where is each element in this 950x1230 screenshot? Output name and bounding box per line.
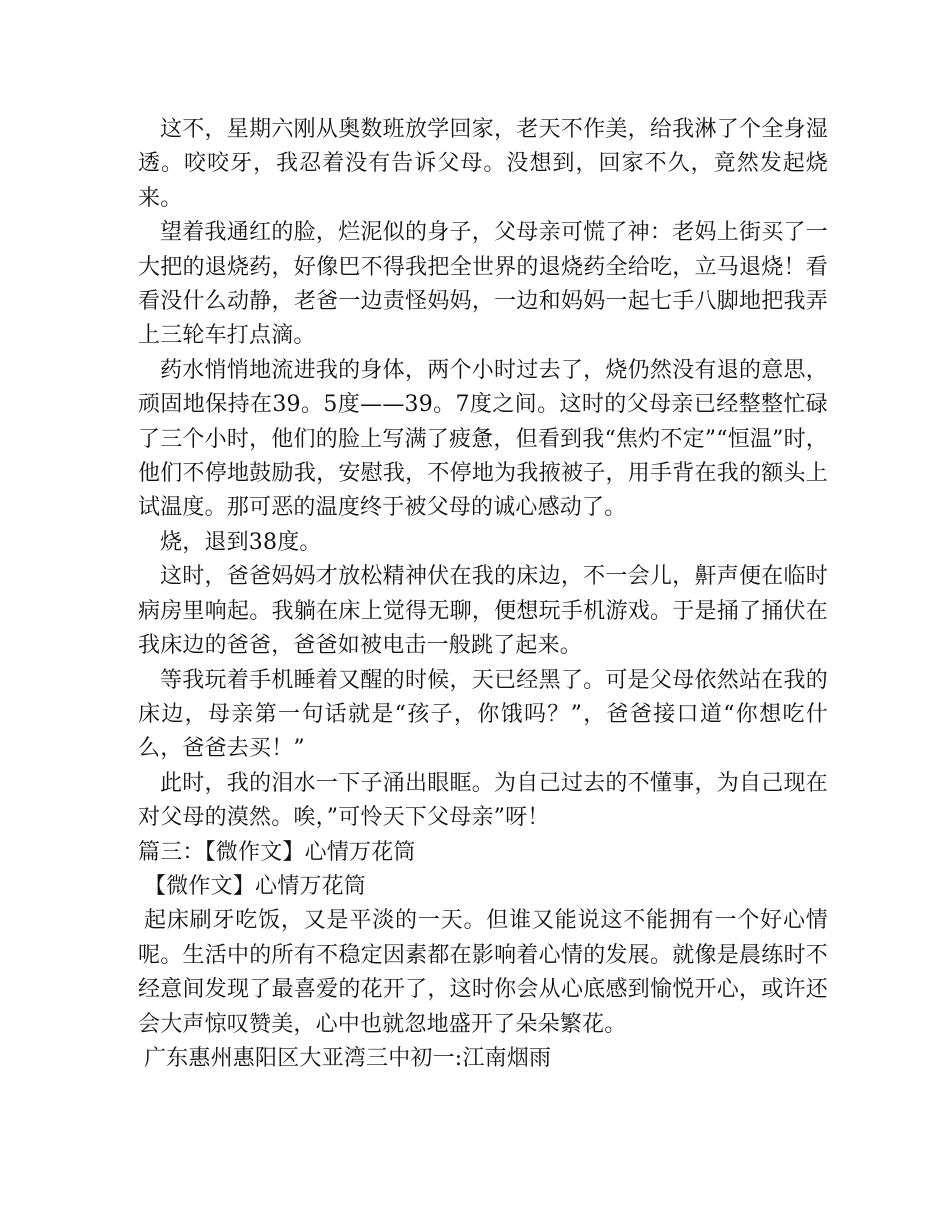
- author-line: 广东惠州惠阳区大亚湾三中初一:江南烟雨: [144, 1045, 552, 1071]
- paragraph-night-care: 等我玩着手机睡着又醒的时候，天已经黑了。可是父母依然站在我的床边，母亲第一句话就是“孩子，你饿吗？”，爸爸接口道“你想吃什么，爸爸去买！”: [138, 667, 828, 762]
- paragraph-parents-panic: 望着我通红的脸，烂泥似的身子，父母亲可慌了神：老妈上街买了一大把的退烧药，好像巴不得我把全世界的退烧药全给吃，立马退烧！看看没什么动静，老爸一边责怪妈妈，一边和妈妈一起七手八脚地把我弄上三轮车打点滴。: [138, 220, 828, 349]
- paragraph-mood-kaleidoscope: 起床刷牙吃饭，又是平淡的一天。但谁又能说这不能拥有一个好心情呢。生活中的所有不稳定因素都在影响着心情的发展。就像是晨练时不经意间发现了最喜爱的花开了，这时你会从心底感到愉悦开心，或许还会大声惊叹赞美，心中也就忽地盛开了朵朵繁花。: [138, 908, 828, 1037]
- paragraph-fever-onset: 这不，星期六刚从奥数班放学回家，老天不作美，给我淋了个全身湿透。咬咬牙，我忍着没有告诉父母。没想到，回家不久，竟然发起烧来。: [138, 117, 828, 211]
- paragraph-tears: 此时，我的泪水一下子涌出眼眶。为自己过去的不懂事，为自己现在对父母的漠然。唉，”可怜天下父母亲”呀！: [138, 770, 828, 831]
- document-body: [138, 113, 828, 1076]
- section-heading: 篇三：【微作文】心情万花筒: [138, 839, 416, 865]
- paragraph-iv-drip: 药水悄悄地流进我的身体，两个小时过去了，烧仍然没有退的意思，顽固地保持在39。5度——39。7度之间。这时的父母亲已经整整忙碌了三个小时，他们的脸上写满了疲惫，但看到我“焦灼不定”“恒温”时，他们不停地鼓励我，安慰我，不停地为我掖被子，用手背在我的额头上试温度。那可恶的温度终于被父母的诚心感动了。: [138, 357, 828, 521]
- paragraph-fever-down: 烧，退到38度。: [160, 529, 322, 555]
- essay-title: 【微作文】心情万花筒: [144, 873, 367, 899]
- paragraph-parents-resting: 这时，爸爸妈妈才放松精神伏在我的床边，不一会儿，鼾声便在临时病房里响起。我躺在床上觉得无聊，便想玩手机游戏。于是捅了捅伏在我床边的爸爸，爸爸如被电击一般跳了起来。: [138, 564, 828, 659]
